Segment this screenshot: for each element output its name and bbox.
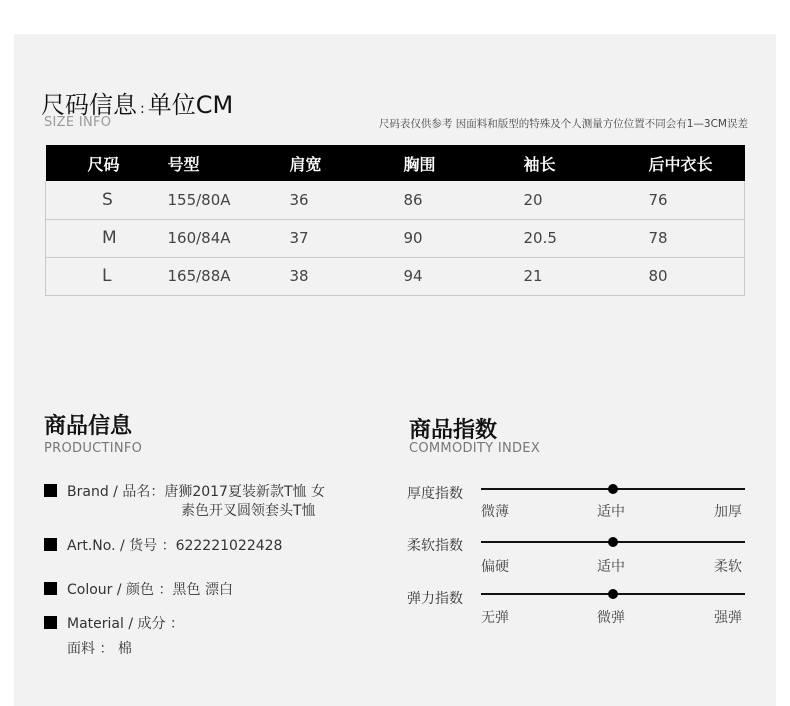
table-cell: 37 bbox=[290, 219, 404, 257]
table-cell: 36 bbox=[290, 181, 404, 219]
index-option: 无弹 bbox=[481, 610, 509, 626]
product-info-subtitle: PRODUCTINFO bbox=[44, 441, 143, 456]
size-table-header bbox=[46, 145, 745, 181]
table-cell: 86 bbox=[404, 181, 524, 219]
bullet-square-icon bbox=[44, 582, 57, 595]
table-cell: 155/80A bbox=[168, 181, 290, 219]
title-separator: : bbox=[140, 101, 145, 117]
index-option: 加厚 bbox=[714, 504, 742, 520]
size-table bbox=[45, 145, 745, 296]
info-material: Material / 成分 ： bbox=[44, 613, 184, 633]
bullet-square-icon bbox=[44, 484, 57, 497]
header-size: 尺码 bbox=[46, 145, 168, 181]
index-option: 柔软 bbox=[714, 559, 742, 575]
index-label: 柔软指数 bbox=[407, 538, 463, 554]
bullet-square-icon bbox=[44, 616, 57, 629]
index-marker-icon bbox=[608, 484, 618, 494]
table-row bbox=[46, 257, 745, 295]
table-cell: 38 bbox=[290, 257, 404, 295]
table-row bbox=[46, 219, 745, 257]
commodity-index-title: 商品指数 bbox=[409, 418, 498, 443]
commodity-index-subtitle: COMMODITY INDEX bbox=[409, 441, 541, 456]
table-cell: 160/84A bbox=[168, 219, 290, 257]
table-cell: 90 bbox=[404, 219, 524, 257]
table-cell: L bbox=[46, 257, 168, 295]
bullet-square-icon bbox=[44, 538, 57, 551]
header-chest: 胸围 bbox=[404, 145, 524, 181]
table-row bbox=[46, 181, 745, 219]
index-option: 适中 bbox=[597, 559, 625, 575]
index-label: 弹力指数 bbox=[407, 591, 463, 607]
size-note: 尺码表仅供参考 因面料和版型的特殊及个人测量方位位置不同会有1—3CM误差 bbox=[378, 118, 748, 130]
index-option: 微薄 bbox=[481, 504, 509, 520]
table-cell: M bbox=[46, 219, 168, 257]
size-title: 尺码信息 : 单位CM bbox=[41, 91, 234, 119]
header-sleeve: 袖长 bbox=[524, 145, 649, 181]
table-cell: 94 bbox=[404, 257, 524, 295]
index-option: 偏硬 bbox=[481, 559, 509, 575]
table-cell: 76 bbox=[649, 181, 745, 219]
header-shoulder: 肩宽 bbox=[290, 145, 404, 181]
table-cell: 20.5 bbox=[524, 219, 649, 257]
table-cell: 78 bbox=[649, 219, 745, 257]
size-unit: 单位CM bbox=[147, 91, 234, 119]
index-label: 厚度指数 bbox=[407, 486, 463, 502]
header-length: 后中衣长 bbox=[649, 145, 745, 181]
header-model: 号型 bbox=[168, 145, 290, 181]
index-option: 适中 bbox=[597, 504, 625, 520]
info-material-line2: 面料 ： 棉 bbox=[67, 641, 132, 657]
info-artno: Art.No. / 货号 ：622221022428 bbox=[44, 535, 282, 555]
info-colour: Colour / 颜色 ：黑色 漂白 bbox=[44, 579, 233, 599]
table-cell: 20 bbox=[524, 181, 649, 219]
index-option: 强弹 bbox=[714, 610, 742, 626]
index-marker-icon bbox=[608, 537, 618, 547]
index-marker-icon bbox=[608, 589, 618, 599]
info-brand: Brand / 品名：唐狮2017夏装新款T恤 女 bbox=[44, 481, 325, 501]
table-cell: 21 bbox=[524, 257, 649, 295]
table-cell: 80 bbox=[649, 257, 745, 295]
table-cell: 165/88A bbox=[168, 257, 290, 295]
product-info-title: 商品信息 bbox=[44, 414, 133, 439]
content-panel bbox=[14, 34, 776, 706]
info-brand-line2: 素色开叉圆领套头T恤 bbox=[181, 503, 316, 519]
index-option: 微弹 bbox=[597, 610, 625, 626]
size-subtitle: SIZE INFO bbox=[44, 115, 112, 130]
table-cell: S bbox=[46, 181, 168, 219]
